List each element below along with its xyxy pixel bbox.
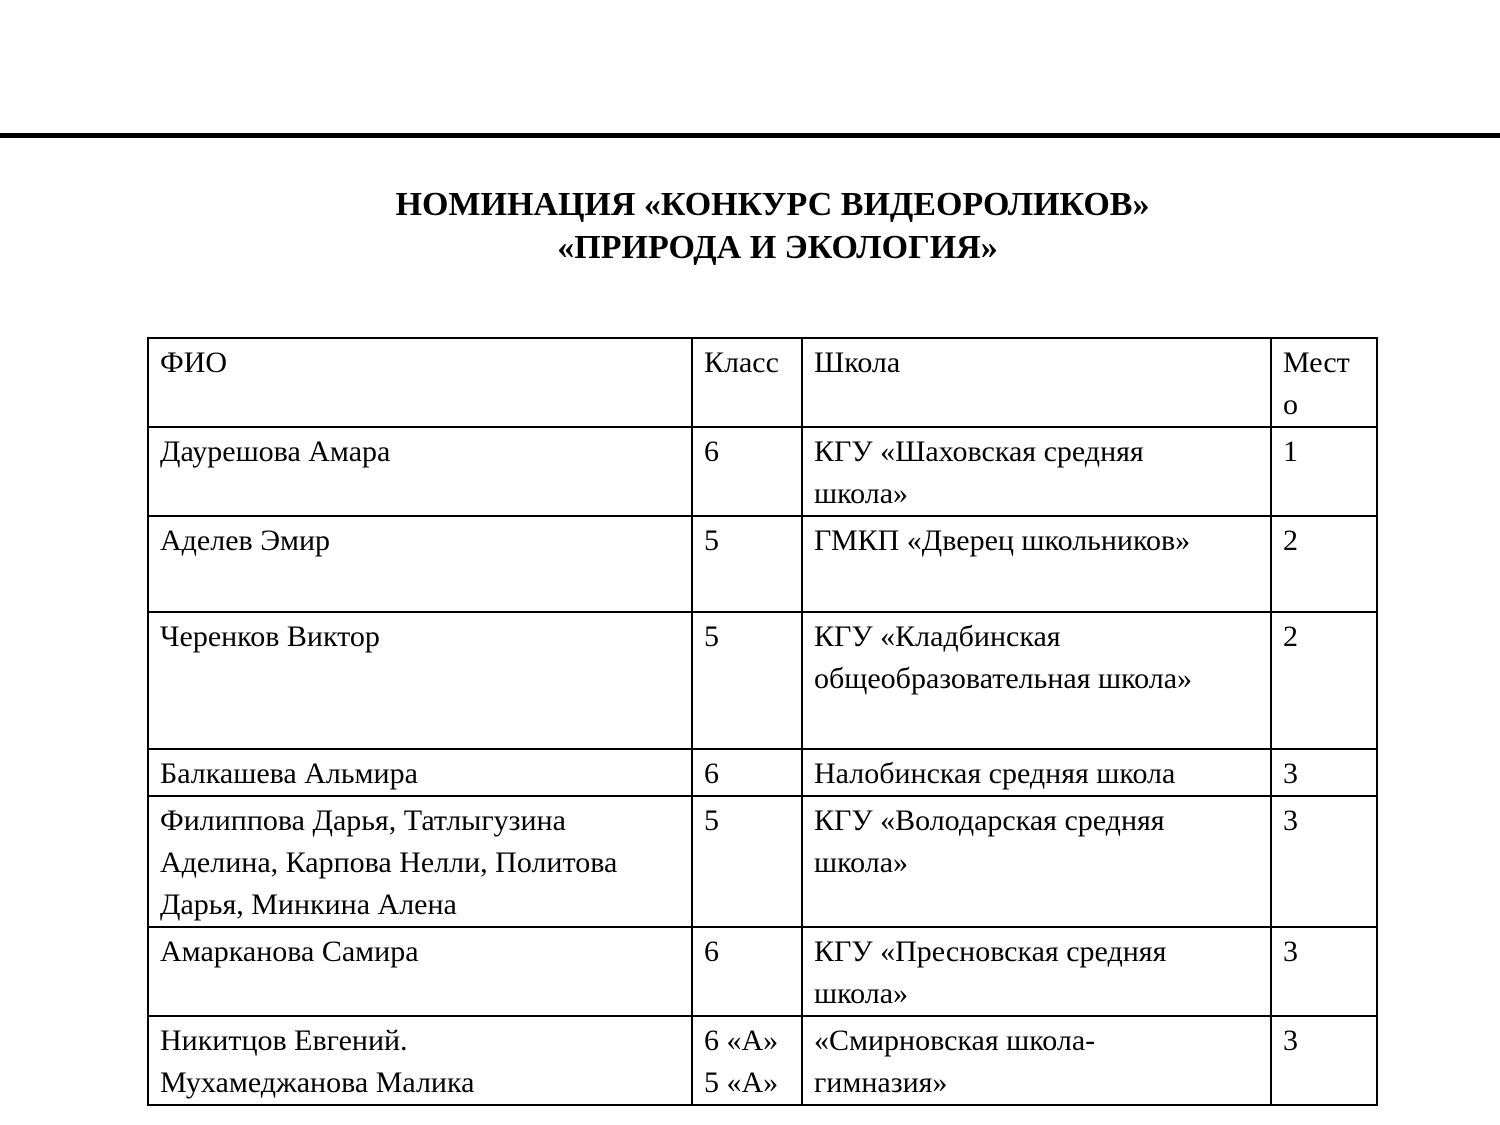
place-cell — [1271, 516, 1377, 612]
table-header-row — [148, 338, 1377, 427]
participant-school: «Смирновская школа- гимназия» — [814, 1024, 1096, 1099]
table-row — [148, 612, 1377, 749]
header-grade-cell — [692, 338, 802, 427]
header-school: Школа — [814, 346, 901, 379]
place-cell — [1271, 749, 1377, 796]
participant-name: Амарканова Самира — [160, 935, 419, 968]
grade-cell — [692, 1016, 802, 1105]
school-cell — [802, 796, 1271, 927]
school-cell — [802, 612, 1271, 749]
grade-cell — [692, 516, 802, 612]
page-title — [0, 183, 1500, 269]
participant-school: КГУ «Шаховская средняя школа» — [814, 435, 1144, 510]
school-cell — [802, 927, 1271, 1016]
participant-grade: 5 — [704, 620, 719, 653]
grade-cell — [692, 612, 802, 749]
school-cell — [802, 516, 1271, 612]
name-cell — [148, 1016, 692, 1105]
place-cell — [1271, 1016, 1377, 1105]
participant-grade: 6 — [704, 435, 719, 468]
participant-name: Черенков Виктор — [160, 620, 380, 653]
participant-name: Даурешова Амара — [160, 435, 391, 468]
participant-place: 2 — [1283, 620, 1298, 653]
school-cell — [802, 749, 1271, 796]
title-line-1: НОМИНАЦИЯ «КОНКУРС ВИДЕОРОЛИКОВ» — [395, 186, 1150, 223]
grade-cell — [692, 749, 802, 796]
participant-name: Филиппова Дарья, Татлыгузина Аделина, Карпова Нелли, Политова Дарья, Минкина Алена — [160, 804, 618, 921]
results-table — [147, 337, 1378, 1106]
title-line-2: «ПРИРОДА И ЭКОЛОГИЯ» — [557, 229, 998, 266]
participant-grade: 6 «А» 5 «А» — [704, 1024, 779, 1099]
participant-place: 1 — [1283, 435, 1298, 468]
grade-cell — [692, 927, 802, 1016]
name-cell — [148, 927, 692, 1016]
name-cell — [148, 427, 692, 516]
participant-grade: 6 — [704, 757, 719, 790]
table-row — [148, 516, 1377, 612]
name-cell — [148, 516, 692, 612]
participant-school: ГМКП «Дверец школьников» — [814, 524, 1191, 557]
header-school-cell — [802, 338, 1271, 427]
place-cell — [1271, 612, 1377, 749]
participant-place: 3 — [1283, 757, 1298, 790]
header-grade: Класс — [704, 346, 779, 379]
participant-school: Налобинская средняя школа — [814, 757, 1176, 790]
table-row — [148, 1016, 1377, 1105]
place-cell — [1271, 927, 1377, 1016]
school-cell — [802, 1016, 1271, 1105]
header-name-cell — [148, 338, 692, 427]
header-place-cell — [1271, 338, 1377, 427]
top-divider-rule — [0, 133, 1500, 138]
participant-school: КГУ «Кладбинская общеобразовательная школа» — [814, 620, 1193, 695]
participant-place: 3 — [1283, 935, 1298, 968]
table-row — [148, 427, 1377, 516]
participant-school: КГУ «Пресновская средняя школа» — [814, 935, 1167, 1010]
name-cell — [148, 612, 692, 749]
participant-name: Аделев Эмир — [160, 524, 331, 557]
table-row — [148, 749, 1377, 796]
grade-cell — [692, 796, 802, 927]
header-name: ФИО — [160, 346, 228, 379]
participant-grade: 6 — [704, 935, 719, 968]
name-cell — [148, 749, 692, 796]
participant-name: Никитцов Евгений. Мухамеджанова Малика — [160, 1024, 475, 1099]
header-place: Мест о — [1283, 346, 1350, 421]
place-cell — [1271, 796, 1377, 927]
grade-cell — [692, 427, 802, 516]
participant-grade: 5 — [704, 524, 719, 557]
participant-grade: 5 — [704, 804, 719, 837]
school-cell — [802, 427, 1271, 516]
name-cell — [148, 796, 692, 927]
table-row — [148, 796, 1377, 927]
participant-school: КГУ «Володарская средняя школа» — [814, 804, 1165, 879]
participant-place: 3 — [1283, 804, 1298, 837]
table-row — [148, 927, 1377, 1016]
participant-place: 3 — [1283, 1024, 1298, 1057]
place-cell — [1271, 427, 1377, 516]
participant-place: 2 — [1283, 524, 1298, 557]
participant-name: Балкашева Альмира — [160, 757, 418, 790]
